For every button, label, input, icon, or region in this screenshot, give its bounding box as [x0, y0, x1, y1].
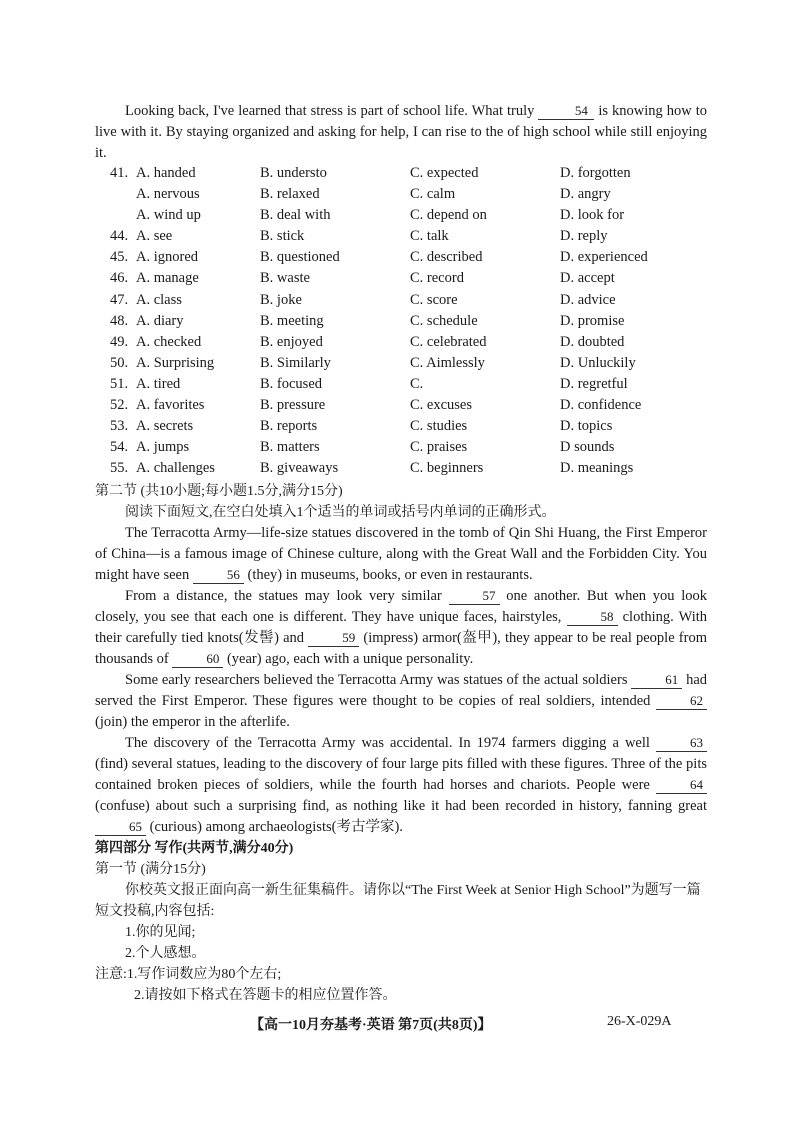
- p4-text-d: (curious) among archaeologists(考古学家).: [149, 819, 403, 835]
- option-c: C. studies: [410, 418, 468, 435]
- p2-text-d: (impress) armor(盔甲), they appear to be real people from thousands of: [95, 630, 707, 667]
- passage-p3: [95, 670, 707, 733]
- option-row: [110, 226, 670, 247]
- writing-point-1: 1.你的见闻;: [125, 925, 196, 940]
- passage-p1: [95, 523, 707, 586]
- blank-60: 60: [172, 651, 223, 668]
- option-a: A. ignored: [136, 249, 199, 266]
- option-d: D. promise: [560, 312, 625, 329]
- p3-text-b: had served the First Emperor. These figures were thought to be copies of real soldiers, intended: [95, 672, 708, 709]
- blank-62: 62: [656, 693, 707, 710]
- option-b: B. Similarly: [260, 354, 331, 371]
- blank-56: 56: [193, 567, 244, 584]
- option-c: C. excuses: [410, 397, 473, 414]
- part4-heading: 第四部分 写作(共两节,满分40分): [95, 841, 294, 856]
- option-c: C. schedule: [410, 312, 478, 329]
- option-row: [110, 311, 670, 332]
- option-num: 46.: [110, 270, 129, 287]
- p4-text-c: (confuse) about such a surprising find, as nothing like it had been recorded in history, fanning great: [95, 798, 707, 814]
- blank-57: 57: [449, 588, 500, 605]
- option-b: B. giveaways: [260, 460, 339, 477]
- option-c: C. beginners: [410, 460, 484, 477]
- option-b: B. pressure: [260, 397, 326, 414]
- option-row: [110, 184, 670, 205]
- option-d: D sounds: [560, 439, 615, 456]
- option-c: C.: [410, 375, 424, 392]
- option-d: D. advice: [560, 291, 616, 308]
- option-d: D. Unluckily: [560, 354, 636, 371]
- option-num: [110, 205, 136, 226]
- p2-text-c: clothing. With their carefully tied knots(发髻) and: [95, 609, 708, 646]
- intro-text-after: is knowing how to live with it. By staying organized and asking for help, I can rise to the of high school while still enjoying it.: [95, 103, 708, 161]
- passage-p4: [95, 733, 707, 838]
- option-row: [110, 353, 670, 374]
- option-c: C. talk: [410, 228, 449, 245]
- blank-64: 64: [656, 777, 707, 794]
- p1-text-a: The Terracotta Army—life-size statues discovered in the tomb of Qin Shi Huang, the First Emperor of China—is a famous image of Chinese culture, along with the Great Wall and the Forbidden City. You might have seen: [95, 525, 707, 583]
- option-a: A. manage: [136, 270, 199, 287]
- option-d: D. look for: [560, 207, 625, 224]
- options-list: [110, 163, 670, 479]
- option-b: B. questioned: [260, 249, 340, 266]
- p1-text-b: (they) in museums, books, or even in restaurants.: [247, 567, 533, 583]
- option-num: 51.: [110, 375, 129, 392]
- option-num: 45.: [110, 249, 129, 266]
- option-a: A. handed: [136, 165, 196, 181]
- option-row: [110, 437, 670, 458]
- option-num: 52.: [110, 397, 129, 414]
- option-a: A. nervous: [136, 186, 200, 203]
- blank-59: 59: [308, 630, 359, 647]
- option-c: C. Aimlessly: [410, 354, 485, 371]
- option-a: A. checked: [136, 333, 202, 350]
- option-b: B. joke: [260, 291, 302, 308]
- part4-section1: 第一节 (满分15分): [95, 862, 206, 877]
- option-num: 49.: [110, 333, 129, 350]
- option-row: [110, 268, 670, 289]
- p2-text-e: (year) ago, each with a unique personality.: [226, 651, 474, 667]
- option-row: [110, 205, 670, 226]
- blank-54: 54: [538, 103, 594, 120]
- section2-instruction: 阅读下面短文,在空白处填入1个适当的单词或括号内单词的正确形式。: [125, 505, 556, 520]
- option-row: [110, 332, 670, 353]
- option-c: C. celebrated: [410, 333, 487, 350]
- option-b: B. waste: [260, 270, 310, 287]
- option-row: [110, 163, 670, 184]
- option-row: [110, 247, 670, 268]
- option-c: C. described: [410, 249, 483, 266]
- option-d: D. forgotten: [560, 165, 631, 181]
- option-d: D. reply: [560, 228, 608, 245]
- option-b: B. matters: [260, 439, 320, 456]
- option-d: D. angry: [560, 186, 611, 203]
- option-b: B. meeting: [260, 312, 324, 329]
- option-num: 48.: [110, 312, 129, 329]
- page-footer-title: 【高一10月夯基考·英语 第7页(共8页)】: [250, 1018, 492, 1033]
- blank-61: 61: [631, 672, 682, 689]
- option-a: A. Surprising: [136, 354, 215, 371]
- option-num: 50.: [110, 354, 129, 371]
- writing-point-2: 2.个人感想。: [125, 946, 206, 961]
- option-row: [110, 290, 670, 311]
- option-d: D. confidence: [560, 397, 642, 414]
- writing-note-1: 注意:1.写作词数应为80个左右;: [95, 967, 282, 982]
- option-a: A. wind up: [136, 207, 201, 224]
- intro-text-before: Looking back, I've learned that stress is part of school life. What truly: [125, 103, 535, 119]
- option-a: A. challenges: [136, 460, 215, 477]
- intro-paragraph: [95, 101, 707, 164]
- blank-58: 58: [567, 609, 618, 626]
- p2-text-a: From a distance, the statues may look very similar: [125, 588, 442, 604]
- option-a: A. see: [136, 228, 173, 245]
- option-num: 47.: [110, 291, 129, 308]
- p3-text-a: Some early researchers believed the Terracotta Army was statues of the actual soldiers: [125, 672, 628, 688]
- option-row: [110, 458, 670, 479]
- option-a: A. secrets: [136, 418, 194, 435]
- option-num: 54.: [110, 439, 129, 456]
- blank-65: 65: [95, 819, 146, 836]
- writing-task: 你校英文报正面向高一新生征集稿件。请你以“The First Week at Senior High School”为题写一篇短文投稿,内容包括:: [95, 883, 701, 919]
- p4-text-a: The discovery of the Terracotta Army was accidental. In 1974 farmers digging a well: [125, 735, 650, 751]
- option-c: C. record: [410, 270, 464, 287]
- option-row: [110, 395, 670, 416]
- p2-text-b: one another. But when you look closely, you see that each one is different. They have unique faces, hairstyles,: [95, 588, 707, 625]
- option-c: C. expected: [410, 165, 479, 181]
- option-b: B. relaxed: [260, 186, 320, 203]
- option-num: 41.: [110, 165, 129, 181]
- option-b: B. deal with: [260, 207, 331, 224]
- option-b: B. stick: [260, 228, 305, 245]
- option-b: B. reports: [260, 418, 318, 435]
- option-num: [110, 184, 136, 205]
- passage-p2: [95, 586, 707, 670]
- option-c: C. praises: [410, 439, 468, 456]
- p3-text-c: (join) the emperor in the afterlife.: [95, 714, 290, 730]
- option-num: 55.: [110, 460, 129, 477]
- option-c: C. depend on: [410, 207, 487, 224]
- option-num: 53.: [110, 418, 129, 435]
- option-row: [110, 374, 670, 395]
- option-d: D. meanings: [560, 460, 634, 477]
- option-num: 44.: [110, 228, 129, 245]
- section2-heading: 第二节 (共10小题;每小题1.5分,满分15分): [95, 484, 343, 499]
- option-d: D. experienced: [560, 249, 648, 266]
- page-footer-code: 26-X-029A: [607, 1014, 672, 1029]
- option-d: D. regretful: [560, 375, 628, 392]
- blank-63: 63: [656, 735, 707, 752]
- option-c: C. calm: [410, 186, 456, 203]
- p4-text-b: (find) several statues, leading to the discovery of four large pits filled with these figures. Three of the pits contained broken pieces of soldiers, while the fourth had horses and chariots. People were: [95, 756, 707, 793]
- option-a: A. diary: [136, 312, 184, 329]
- option-a: A. favorites: [136, 397, 205, 414]
- option-b: B. understo: [260, 165, 327, 181]
- option-a: A. tired: [136, 375, 181, 392]
- option-a: A. jumps: [136, 439, 190, 456]
- option-c: C. score: [410, 291, 458, 308]
- option-row: [110, 416, 670, 437]
- writing-note-2: 2.请按如下格式在答题卡的相应位置作答。: [134, 988, 397, 1003]
- option-b: B. focused: [260, 375, 323, 392]
- option-b: B. enjoyed: [260, 333, 323, 350]
- option-d: D. accept: [560, 270, 615, 287]
- option-d: D. topics: [560, 418, 613, 435]
- option-a: A. class: [136, 291, 182, 308]
- option-d: D. doubted: [560, 333, 625, 350]
